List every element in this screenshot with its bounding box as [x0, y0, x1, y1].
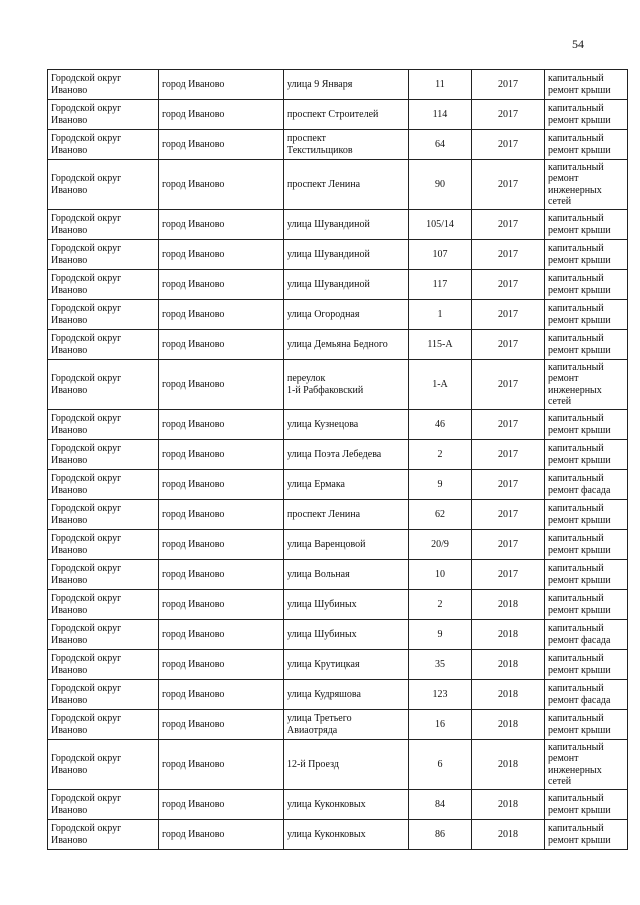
street-cell: улица Куконковых [284, 820, 409, 850]
city-cell: город Иваново [159, 680, 284, 710]
table-row [48, 820, 628, 850]
table-row [48, 70, 628, 100]
district-cell: Городской округ Иваново [48, 440, 159, 470]
district-cell: Городской округ Иваново [48, 100, 159, 130]
year-cell: 2017 [472, 70, 545, 100]
city-cell: город Иваново [159, 300, 284, 330]
year-cell: 2018 [472, 790, 545, 820]
house-number-cell: 20/9 [409, 530, 472, 560]
house-number-cell: 9 [409, 470, 472, 500]
table-row [48, 270, 628, 300]
table-row [48, 130, 628, 160]
year-cell: 2017 [472, 410, 545, 440]
house-number-cell: 1-А [409, 360, 472, 410]
work-type-cell: капитальный ремонт крыши [545, 240, 628, 270]
house-number-cell: 123 [409, 680, 472, 710]
street-cell: проспект Текстильщиков [284, 130, 409, 160]
table-row [48, 330, 628, 360]
house-number-cell: 2 [409, 590, 472, 620]
district-cell: Городской округ Иваново [48, 270, 159, 300]
house-number-cell: 9 [409, 620, 472, 650]
work-type-cell: капитальный ремонт крыши [545, 650, 628, 680]
house-number-cell: 46 [409, 410, 472, 440]
work-type-cell: капитальный ремонт крыши [545, 790, 628, 820]
table-row [48, 100, 628, 130]
district-cell: Городской округ Иваново [48, 410, 159, 440]
work-type-cell: капитальный ремонт крыши [545, 710, 628, 740]
district-cell: Городской округ Иваново [48, 680, 159, 710]
table-row [48, 710, 628, 740]
city-cell: город Иваново [159, 160, 284, 210]
work-type-cell: капитальный ремонт крыши [545, 330, 628, 360]
house-number-cell: 11 [409, 70, 472, 100]
district-cell: Городской округ Иваново [48, 530, 159, 560]
district-cell: Городской округ Иваново [48, 240, 159, 270]
district-cell: Городской округ Иваново [48, 650, 159, 680]
district-cell: Городской округ Иваново [48, 590, 159, 620]
work-type-cell: капитальный ремонт крыши [545, 590, 628, 620]
street-cell: 12-й Проезд [284, 740, 409, 790]
table-row [48, 300, 628, 330]
city-cell: город Иваново [159, 440, 284, 470]
year-cell: 2017 [472, 440, 545, 470]
district-cell: Городской округ Иваново [48, 740, 159, 790]
street-cell: улица Шубиных [284, 620, 409, 650]
year-cell: 2017 [472, 300, 545, 330]
street-cell: переулок 1-й Рабфаковский [284, 360, 409, 410]
work-type-cell: капитальный ремонт крыши [545, 500, 628, 530]
city-cell: город Иваново [159, 410, 284, 440]
district-cell: Городской округ Иваново [48, 360, 159, 410]
district-cell: Городской округ Иваново [48, 330, 159, 360]
table-row [48, 160, 628, 210]
year-cell: 2017 [472, 100, 545, 130]
district-cell: Городской округ Иваново [48, 790, 159, 820]
street-cell: улица 9 Января [284, 70, 409, 100]
work-type-cell: капитальный ремонт крыши [545, 210, 628, 240]
street-cell: улица Крутицкая [284, 650, 409, 680]
house-number-cell: 1 [409, 300, 472, 330]
district-cell: Городской округ Иваново [48, 560, 159, 590]
street-cell: проспект Ленина [284, 500, 409, 530]
table-row [48, 470, 628, 500]
city-cell: город Иваново [159, 790, 284, 820]
street-cell: улица Вольная [284, 560, 409, 590]
year-cell: 2018 [472, 820, 545, 850]
house-number-cell: 10 [409, 560, 472, 590]
table-row [48, 440, 628, 470]
table-row [48, 530, 628, 560]
year-cell: 2017 [472, 210, 545, 240]
work-type-cell: капитальный ремонт фасада [545, 680, 628, 710]
work-type-cell: капитальный ремонт инженерных сетей [545, 160, 628, 210]
street-cell: улица Куконковых [284, 790, 409, 820]
street-cell: улица Ермака [284, 470, 409, 500]
year-cell: 2018 [472, 710, 545, 740]
house-number-cell: 16 [409, 710, 472, 740]
street-cell: улица Шувандиной [284, 210, 409, 240]
district-cell: Городской округ Иваново [48, 300, 159, 330]
work-type-cell: капитальный ремонт инженерных сетей [545, 360, 628, 410]
work-type-cell: капитальный ремонт крыши [545, 100, 628, 130]
table-row [48, 360, 628, 410]
work-type-cell: капитальный ремонт крыши [545, 130, 628, 160]
house-number-cell: 84 [409, 790, 472, 820]
table-row [48, 210, 628, 240]
street-cell: улица Кудряшова [284, 680, 409, 710]
street-cell: проспект Ленина [284, 160, 409, 210]
table-body [48, 70, 628, 850]
city-cell: город Иваново [159, 240, 284, 270]
district-cell: Городской округ Иваново [48, 620, 159, 650]
house-number-cell: 6 [409, 740, 472, 790]
year-cell: 2017 [472, 130, 545, 160]
work-type-cell: капитальный ремонт крыши [545, 70, 628, 100]
city-cell: город Иваново [159, 100, 284, 130]
district-cell: Городской округ Иваново [48, 70, 159, 100]
house-number-cell: 115-А [409, 330, 472, 360]
house-number-cell: 2 [409, 440, 472, 470]
street-cell: улица Поэта Лебедева [284, 440, 409, 470]
city-cell: город Иваново [159, 710, 284, 740]
table-row [48, 620, 628, 650]
street-cell: улица Кузнецова [284, 410, 409, 440]
street-cell: улица Варенцовой [284, 530, 409, 560]
city-cell: город Иваново [159, 560, 284, 590]
city-cell: город Иваново [159, 360, 284, 410]
work-type-cell: капитальный ремонт инженерных сетей [545, 740, 628, 790]
district-cell: Городской округ Иваново [48, 160, 159, 210]
district-cell: Городской округ Иваново [48, 470, 159, 500]
house-number-cell: 64 [409, 130, 472, 160]
house-number-cell: 90 [409, 160, 472, 210]
house-number-cell: 107 [409, 240, 472, 270]
year-cell: 2018 [472, 650, 545, 680]
work-type-cell: капитальный ремонт фасада [545, 470, 628, 500]
year-cell: 2017 [472, 240, 545, 270]
house-number-cell: 86 [409, 820, 472, 850]
work-type-cell: капитальный ремонт крыши [545, 410, 628, 440]
city-cell: город Иваново [159, 590, 284, 620]
house-number-cell: 105/14 [409, 210, 472, 240]
city-cell: город Иваново [159, 210, 284, 240]
work-type-cell: капитальный ремонт крыши [545, 440, 628, 470]
housing-repair-table [47, 69, 628, 850]
table-row [48, 240, 628, 270]
street-cell: улица Шувандиной [284, 240, 409, 270]
work-type-cell: капитальный ремонт крыши [545, 530, 628, 560]
year-cell: 2018 [472, 590, 545, 620]
street-cell: улица Шувандиной [284, 270, 409, 300]
year-cell: 2018 [472, 620, 545, 650]
street-cell: проспект Строителей [284, 100, 409, 130]
year-cell: 2017 [472, 360, 545, 410]
year-cell: 2018 [472, 680, 545, 710]
city-cell: город Иваново [159, 130, 284, 160]
table-row [48, 650, 628, 680]
table-row [48, 500, 628, 530]
city-cell: город Иваново [159, 500, 284, 530]
street-cell: улица Огородная [284, 300, 409, 330]
table-row [48, 740, 628, 790]
table-row [48, 790, 628, 820]
city-cell: город Иваново [159, 330, 284, 360]
city-cell: город Иваново [159, 530, 284, 560]
year-cell: 2018 [472, 740, 545, 790]
work-type-cell: капитальный ремонт крыши [545, 820, 628, 850]
year-cell: 2017 [472, 470, 545, 500]
year-cell: 2017 [472, 330, 545, 360]
page-number: 54 [572, 37, 584, 51]
city-cell: город Иваново [159, 270, 284, 300]
city-cell: город Иваново [159, 820, 284, 850]
work-type-cell: капитальный ремонт фасада [545, 620, 628, 650]
city-cell: город Иваново [159, 650, 284, 680]
city-cell: город Иваново [159, 620, 284, 650]
city-cell: город Иваново [159, 740, 284, 790]
house-number-cell: 62 [409, 500, 472, 530]
year-cell: 2017 [472, 500, 545, 530]
house-number-cell: 117 [409, 270, 472, 300]
house-number-cell: 35 [409, 650, 472, 680]
table-row [48, 590, 628, 620]
city-cell: город Иваново [159, 70, 284, 100]
year-cell: 2017 [472, 560, 545, 590]
house-number-cell: 114 [409, 100, 472, 130]
work-type-cell: капитальный ремонт крыши [545, 560, 628, 590]
district-cell: Городской округ Иваново [48, 710, 159, 740]
work-type-cell: капитальный ремонт крыши [545, 300, 628, 330]
year-cell: 2017 [472, 530, 545, 560]
year-cell: 2017 [472, 160, 545, 210]
district-cell: Городской округ Иваново [48, 130, 159, 160]
city-cell: город Иваново [159, 470, 284, 500]
street-cell: улица Шубиных [284, 590, 409, 620]
district-cell: Городской округ Иваново [48, 820, 159, 850]
district-cell: Городской округ Иваново [48, 500, 159, 530]
work-type-cell: капитальный ремонт крыши [545, 270, 628, 300]
district-cell: Городской округ Иваново [48, 210, 159, 240]
table-row [48, 560, 628, 590]
street-cell: улица Третьего Авиаотряда [284, 710, 409, 740]
table-row [48, 680, 628, 710]
street-cell: улица Демьяна Бедного [284, 330, 409, 360]
year-cell: 2017 [472, 270, 545, 300]
table-row [48, 410, 628, 440]
